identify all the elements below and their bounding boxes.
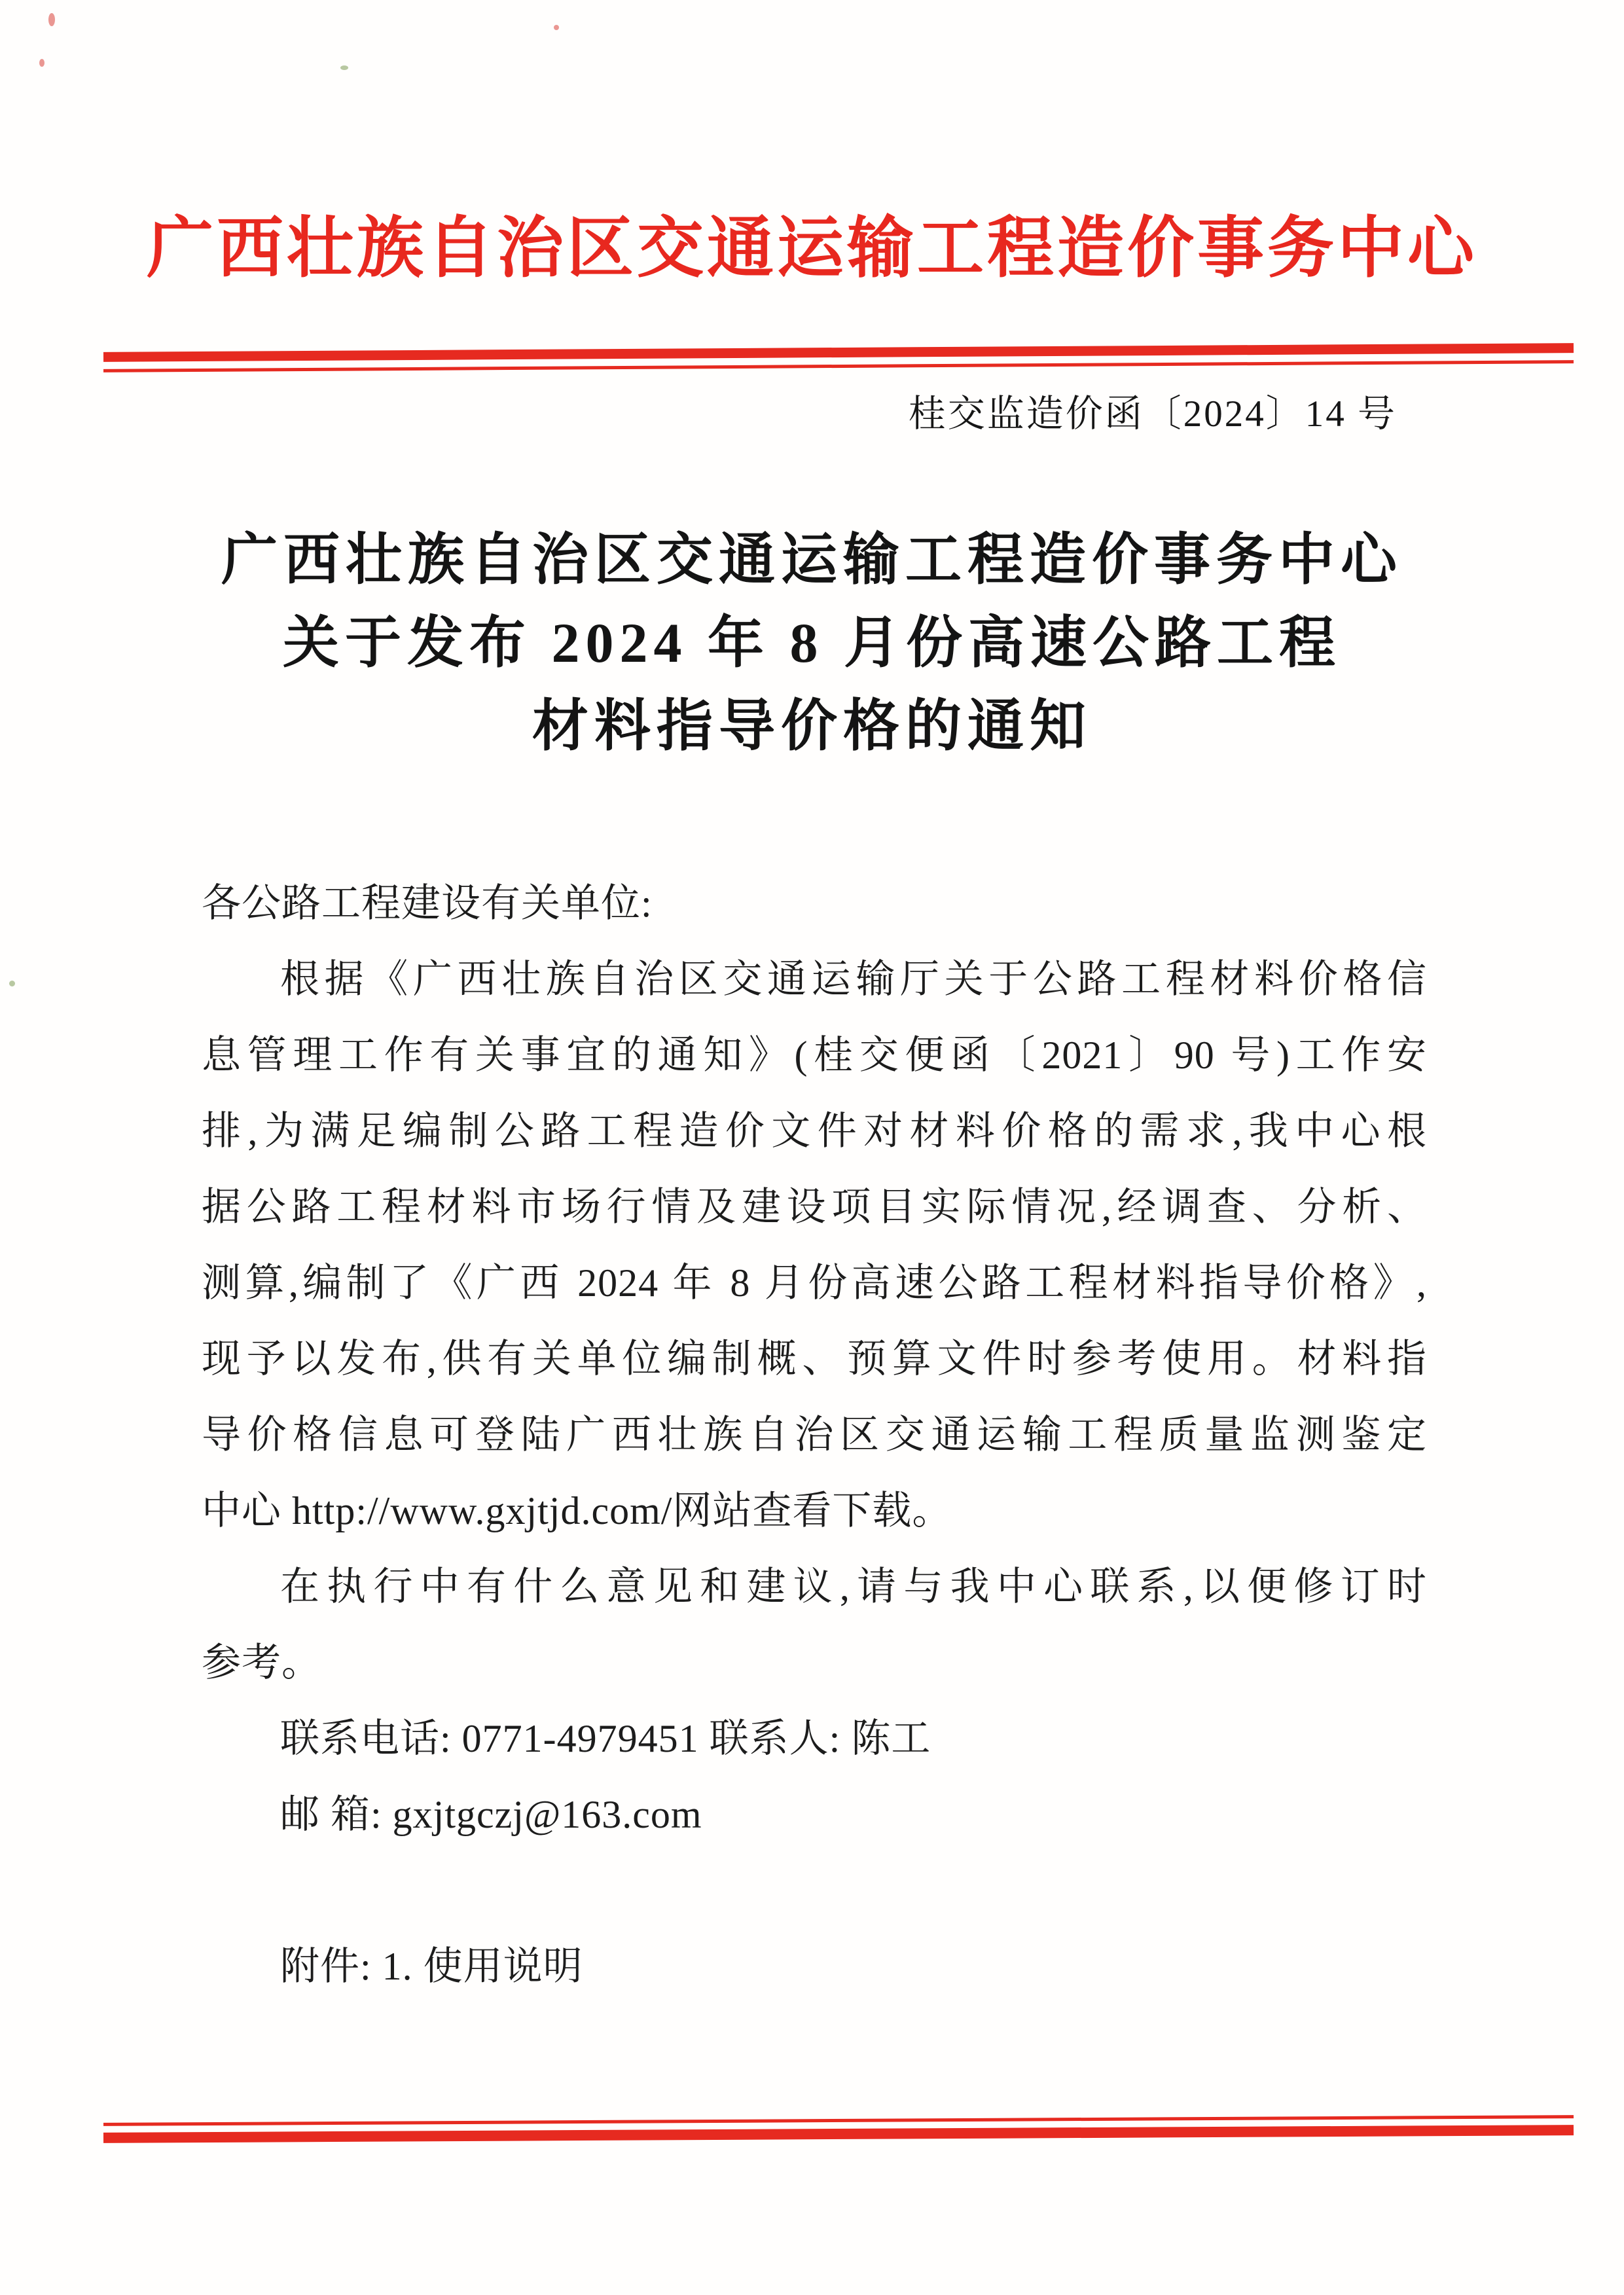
body-text <box>202 865 1427 2004</box>
blank-line <box>202 1852 1427 1928</box>
scan-artifact <box>554 25 559 30</box>
body-line: 息管理工作有关事宜的通知》(桂交便函〔2021〕90 号)工作安 <box>202 1034 1427 1077</box>
attachment-line: 附件: 1. 使用说明 <box>280 1945 583 1988</box>
scan-artifact <box>340 65 348 70</box>
scan-artifact <box>9 981 15 986</box>
contact-phone-line: 联系电话: 0771-4979451 联系人: 陈工 <box>280 1717 931 1760</box>
contact-email-line: 邮 箱: gxjtgczj@163.com <box>280 1793 702 1836</box>
letterhead-org-title: 广西壮族自治区交通运输工程造价事务中心 <box>147 212 1477 286</box>
footer-rule-thick <box>103 2125 1574 2143</box>
scan-artifact <box>48 13 55 26</box>
main-title-line-1: 广西壮族自治区交通运输工程造价事务中心 <box>221 528 1403 591</box>
body-line: 参考。 <box>202 1641 321 1684</box>
salutation-line: 各公路工程建设有关单位: <box>202 882 653 925</box>
scan-artifact <box>39 59 45 67</box>
body-line: 现予以发布,供有关单位编制概、预算文件时参考使用。材料指 <box>202 1337 1427 1381</box>
main-title-line-2: 关于发布 2024 年 8 月份高速公路工程 <box>283 611 1341 674</box>
body-line: 测算,编制了《广西 2024 年 8 月份高速公路工程材料指导价格》, <box>202 1261 1427 1305</box>
header-rule-thin <box>103 360 1574 372</box>
body-line: 导价格信息可登陆广西壮族自治区交通运输工程质量监测鉴定 <box>202 1413 1427 1456</box>
website-line: 中心 http://www.gxjtjd.com/网站查看下载。 <box>202 1489 952 1532</box>
main-title-line-3: 材料指导价格的通知 <box>532 695 1092 757</box>
body-line: 据公路工程材料市场行情及建设项目实际情况,经调查、分析、 <box>202 1185 1427 1229</box>
header-rule-thick <box>103 343 1574 362</box>
doc-number: 桂交监造价函〔2024〕14 号 <box>908 393 1397 435</box>
body-line: 根据《广西壮族自治区交通运输厅关于公路工程材料价格信 <box>280 958 1427 1001</box>
body-line: 在执行中有什么意见和建议,请与我中心联系,以便修订时 <box>280 1565 1427 1608</box>
body-line: 排,为满足编制公路工程造价文件对材料价格的需求,我中心根 <box>202 1110 1427 1153</box>
footer-rule-thin <box>103 2115 1574 2126</box>
main-title <box>0 518 1624 768</box>
